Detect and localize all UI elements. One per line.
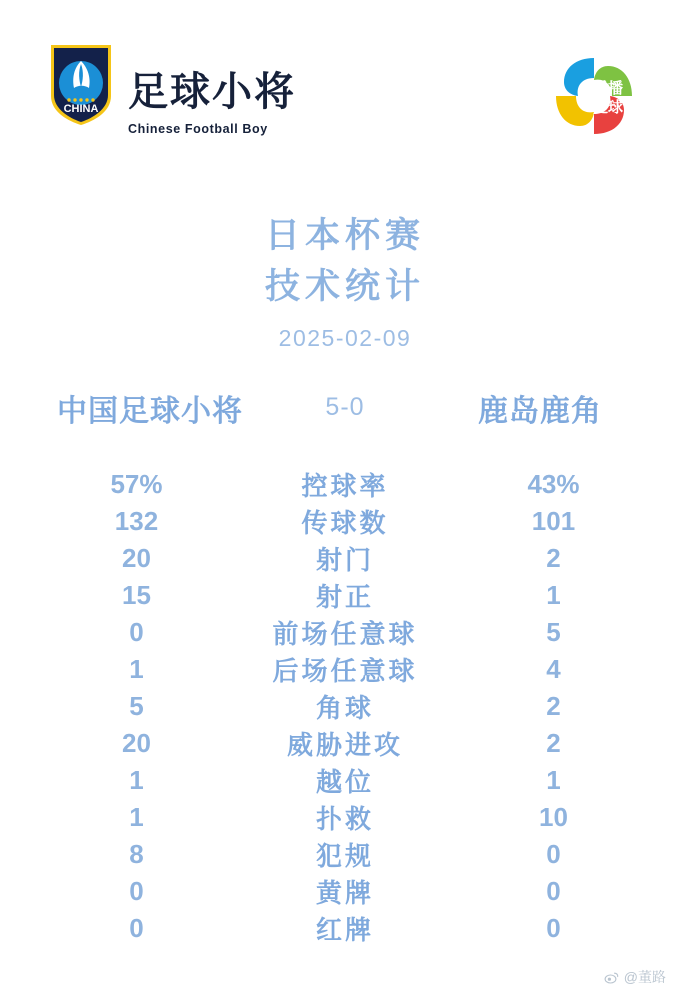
away-team-name: 鹿岛鹿角 (478, 394, 602, 428)
stat-home-value: 0 (129, 616, 144, 647)
stat-label: 射门 (315, 544, 374, 575)
stat-label: 扑救 (315, 803, 374, 834)
watermark (604, 967, 666, 987)
stat-home-value: 1 (129, 801, 144, 832)
brand-logo-left (48, 42, 296, 136)
match-score: 5-0 (325, 393, 365, 421)
table-row (28, 762, 662, 799)
table-row (28, 577, 662, 614)
stat-home-value: 20 (122, 727, 151, 758)
stat-away-value: 101 (531, 505, 576, 536)
stat-home-value: 0 (129, 912, 144, 943)
stat-away-value: 0 (546, 838, 561, 869)
china-football-crest-icon (48, 42, 114, 128)
stat-away-value: 1 (546, 764, 561, 795)
table-row (28, 466, 662, 503)
stat-label: 前场任意球 (272, 618, 418, 649)
brand-name-en: Chinese Football Boy (128, 122, 268, 136)
stat-home-value: 132 (114, 505, 159, 536)
stat-away-value: 0 (546, 875, 561, 906)
stat-home-value: 15 (122, 579, 151, 610)
match-title-block (0, 211, 690, 352)
table-row (28, 836, 662, 873)
teams-row (0, 386, 690, 430)
stat-away-value: 0 (546, 912, 561, 943)
stat-label: 黄牌 (315, 877, 374, 908)
stat-home-value: 5 (129, 690, 144, 721)
svg-text:乐播: 乐播 (592, 80, 624, 97)
table-row (28, 503, 662, 540)
table-row (28, 651, 662, 688)
watermark-handle: @董路 (623, 969, 666, 985)
match-date: 2025-02-09 (278, 324, 412, 351)
stat-label: 角球 (315, 692, 374, 723)
title-line-2: 技术统计 (264, 266, 425, 306)
svg-text:足球: 足球 (592, 99, 624, 116)
stat-home-value: 1 (129, 653, 144, 684)
stat-home-value: 1 (129, 764, 144, 795)
stat-away-value: 10 (539, 801, 568, 832)
stat-label: 红牌 (315, 914, 374, 945)
stat-away-value: 1 (546, 579, 561, 610)
stat-away-value: 2 (546, 727, 561, 758)
stat-away-value: 2 (546, 542, 561, 573)
stat-home-value: 0 (129, 875, 144, 906)
table-row (28, 910, 662, 947)
brand-wordmark (128, 72, 296, 136)
stat-label: 传球数 (301, 507, 389, 538)
stat-away-value: 5 (546, 616, 561, 647)
stat-away-value: 43% (527, 468, 580, 499)
stat-label: 控球率 (301, 470, 389, 501)
partner-logo-icon (546, 48, 642, 144)
stat-home-value: 57% (110, 468, 163, 499)
table-row (28, 873, 662, 910)
home-team-name: 中国足球小将 (57, 394, 243, 428)
stat-away-value: 4 (546, 653, 561, 684)
brand-name-cn: 足球小将 (128, 70, 296, 114)
stat-label: 后场任意球 (272, 655, 418, 686)
stat-label: 威胁进攻 (286, 729, 403, 760)
stat-away-value: 2 (546, 690, 561, 721)
stat-label: 犯规 (315, 840, 374, 871)
title-line-1: 日本杯赛 (264, 216, 425, 255)
table-row (28, 540, 662, 577)
stat-home-value: 20 (122, 542, 151, 573)
stat-label: 越位 (315, 766, 374, 797)
stat-label: 射正 (315, 581, 374, 612)
weibo-icon (604, 970, 619, 985)
stats-table (0, 466, 690, 947)
svg-text:CHINA: CHINA (63, 103, 99, 115)
table-row (28, 725, 662, 762)
table-row (28, 614, 662, 651)
stat-home-value: 8 (129, 838, 144, 869)
page-header (0, 0, 690, 175)
table-row (28, 688, 662, 725)
table-row (28, 799, 662, 836)
